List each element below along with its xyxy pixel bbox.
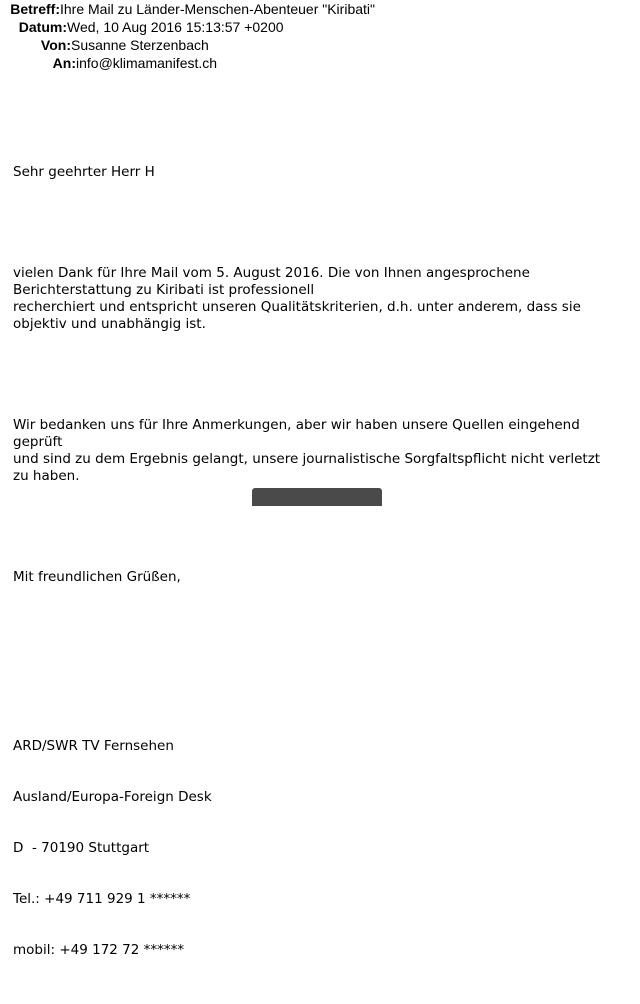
date-value: Wed, 10 Aug 2016 15:13:57 +0200 (67, 19, 284, 35)
from-label: Von: (40, 37, 71, 53)
signature-line-3: D - 70190 Stuttgart (13, 840, 150, 856)
from-row (0, 36, 375, 54)
salutation: Sehr geehrter Herr H (13, 164, 155, 180)
email-body (13, 130, 633, 1004)
date-row (0, 18, 375, 36)
to-row (0, 54, 375, 72)
signature-line-1: ARD/SWR TV Fernsehen (13, 738, 174, 754)
paragraph-2: Wir bedanken uns für Ihre Anmerkungen, aber wir haben unsere Quellen eingehend geprüft und sind zu dem Ergebnis gelangt, unsere journalistische Sorgfaltspflicht nicht verletzt zu haben. (13, 417, 601, 484)
signature-line-4: Tel.: +49 711 929 1 ****** (13, 891, 191, 907)
viewer-toolbar[interactable] (252, 488, 382, 506)
signature-line-5: mobil: +49 172 72 ****** (13, 942, 185, 958)
closing: Mit freundlichen Grüßen, (13, 569, 181, 585)
subject-label: Betreff: (10, 1, 60, 17)
email-header (0, 0, 375, 72)
subject-value: Ihre Mail zu Länder-Menschen-Abenteuer "Kiribati" (60, 1, 375, 17)
to-value: info@klimamanifest.ch (76, 55, 218, 71)
date-label: Datum: (18, 19, 67, 35)
paragraph-1: vielen Dank für Ihre Mail vom 5. August 2016. Die von Ihnen angesprochene Berichterstattung zu Kiribati ist professionell recherchiert und entspricht unseren Qualitätskriterien, d.h. unter anderem, dass sie objektiv und unabhängig ist. (13, 265, 581, 332)
from-value: Susanne Sterzenbach (71, 37, 209, 53)
signature-line-2: Ausland/Europa-Foreign Desk (13, 789, 212, 805)
subject-row (0, 0, 375, 18)
to-label: An: (52, 55, 76, 71)
signature-block (13, 704, 633, 993)
